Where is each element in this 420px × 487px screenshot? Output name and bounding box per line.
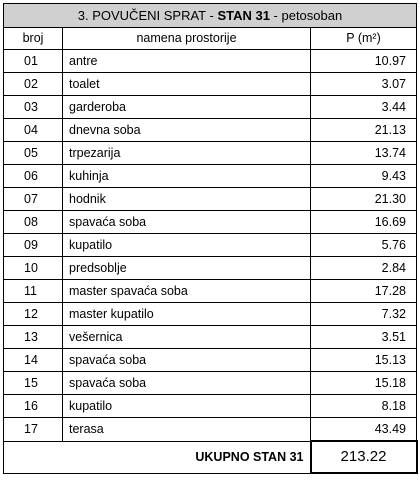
row-room-name: antre [63,50,311,73]
header-number: broj [4,28,63,50]
table-row [4,395,417,418]
row-number: 01 [4,50,63,73]
row-room-name: trpezarija [63,142,311,165]
table-row [4,96,417,119]
row-room-name: dnevna soba [63,119,311,142]
table-row [4,280,417,303]
row-area: 17.28 [311,280,417,303]
row-room-name: garderoba [63,96,311,119]
row-area: 43.49 [311,418,417,442]
row-room-name: master kupatilo [63,303,311,326]
row-number: 07 [4,188,63,211]
table-row [4,188,417,211]
row-room-name: hodnik [63,188,311,211]
room-area-table-container [3,3,416,474]
row-room-name: vešernica [63,326,311,349]
row-area: 13.74 [311,142,417,165]
row-room-name: spavaća soba [63,211,311,234]
row-number: 11 [4,280,63,303]
table-row [4,73,417,96]
row-area: 10.97 [311,50,417,73]
row-area: 8.18 [311,395,417,418]
row-area: 21.30 [311,188,417,211]
header-area: P (m²) [311,28,417,50]
table-row [4,142,417,165]
row-area: 3.51 [311,326,417,349]
total-row [4,441,417,473]
row-number: 09 [4,234,63,257]
row-area: 15.18 [311,372,417,395]
table-header-row [4,28,417,50]
row-number: 02 [4,73,63,96]
table-row [4,418,417,442]
row-room-name: kuhinja [63,165,311,188]
total-label: UKUPNO STAN 31 [4,441,311,473]
row-room-name: kupatilo [63,234,311,257]
table-row [4,372,417,395]
row-area: 7.32 [311,303,417,326]
row-room-name: spavaća soba [63,349,311,372]
table-row [4,119,417,142]
row-area: 3.07 [311,73,417,96]
table-row [4,303,417,326]
table-row [4,50,417,73]
row-number: 03 [4,96,63,119]
table-row [4,234,417,257]
table-row [4,326,417,349]
header-room-name: namena prostorije [63,28,311,50]
row-area: 5.76 [311,234,417,257]
row-number: 12 [4,303,63,326]
table-row [4,165,417,188]
row-area: 9.43 [311,165,417,188]
total-value: 213.22 [311,441,417,473]
table-title [4,4,417,28]
row-number: 16 [4,395,63,418]
row-number: 05 [4,142,63,165]
title-apartment: STAN 31 [217,8,270,23]
row-number: 15 [4,372,63,395]
row-number: 13 [4,326,63,349]
row-number: 04 [4,119,63,142]
row-room-name: kupatilo [63,395,311,418]
row-room-name: toalet [63,73,311,96]
row-room-name: predsoblje [63,257,311,280]
table-body [4,50,417,442]
row-number: 08 [4,211,63,234]
row-area: 2.84 [311,257,417,280]
row-room-name: spavaća soba [63,372,311,395]
row-number: 10 [4,257,63,280]
table-title-row [4,4,417,28]
room-area-table [3,3,418,474]
row-area: 16.69 [311,211,417,234]
table-row [4,211,417,234]
row-room-name: terasa [63,418,311,442]
row-area: 3.44 [311,96,417,119]
table-row [4,349,417,372]
title-prefix: 3. POVUČENI SPRAT - [77,8,218,23]
title-suffix: - petosoban [269,8,343,23]
table-row [4,257,417,280]
row-area: 21.13 [311,119,417,142]
row-room-name: master spavaća soba [63,280,311,303]
row-number: 14 [4,349,63,372]
row-area: 15.13 [311,349,417,372]
row-number: 17 [4,418,63,442]
row-number: 06 [4,165,63,188]
